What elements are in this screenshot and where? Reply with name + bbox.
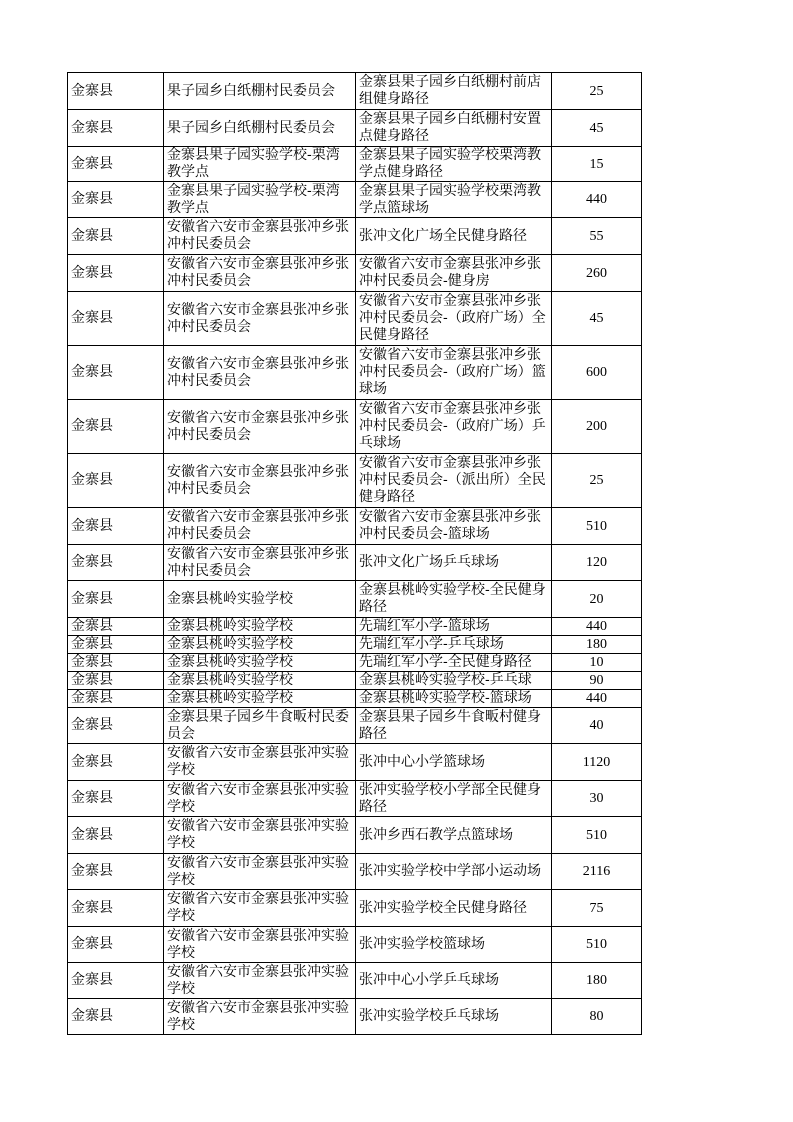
site-cell: 张冲文化广场全民健身路径 [356, 218, 552, 255]
table-row [68, 73, 642, 110]
site-cell: 金寨县果子园乡白纸棚村安置点健身路径 [356, 110, 552, 147]
table-row [68, 454, 642, 508]
county-cell: 金寨县 [68, 890, 164, 927]
area-cell: 25 [552, 73, 642, 110]
unit-cell: 安徽省六安市金寨县张冲实验学校 [164, 999, 356, 1035]
unit-cell: 金寨县桃岭实验学校 [164, 581, 356, 618]
county-cell: 金寨县 [68, 744, 164, 781]
site-cell: 安徽省六安市金寨县张冲乡张冲村民委员会-（政府广场）篮球场 [356, 346, 552, 400]
table-row [68, 618, 642, 636]
table-row [68, 110, 642, 147]
area-cell: 1120 [552, 744, 642, 781]
site-cell: 张冲文化广场乒乓球场 [356, 545, 552, 581]
unit-cell: 安徽省六安市金寨县张冲乡张冲村民委员会 [164, 255, 356, 292]
site-cell: 金寨县桃岭实验学校-篮球场 [356, 690, 552, 708]
area-cell: 510 [552, 817, 642, 854]
area-cell: 25 [552, 454, 642, 508]
county-cell: 金寨县 [68, 110, 164, 147]
table-row [68, 708, 642, 744]
unit-cell: 安徽省六安市金寨县张冲乡张冲村民委员会 [164, 218, 356, 255]
unit-cell: 安徽省六安市金寨县张冲乡张冲村民委员会 [164, 400, 356, 454]
area-cell: 75 [552, 890, 642, 927]
county-cell: 金寨县 [68, 618, 164, 636]
area-cell: 120 [552, 545, 642, 581]
county-cell: 金寨县 [68, 708, 164, 744]
unit-cell: 安徽省六安市金寨县张冲实验学校 [164, 963, 356, 999]
county-cell: 金寨县 [68, 218, 164, 255]
area-cell: 440 [552, 182, 642, 218]
county-cell: 金寨县 [68, 400, 164, 454]
table-row [68, 182, 642, 218]
unit-cell: 金寨县果子园实验学校-栗湾教学点 [164, 147, 356, 182]
unit-cell: 安徽省六安市金寨县张冲乡张冲村民委员会 [164, 454, 356, 508]
county-cell: 金寨县 [68, 147, 164, 182]
table-row [68, 690, 642, 708]
table-row [68, 781, 642, 817]
site-cell: 先瑞红军小学-全民健身路径 [356, 654, 552, 672]
table-row [68, 817, 642, 854]
table-row [68, 346, 642, 400]
unit-cell: 安徽省六安市金寨县张冲实验学校 [164, 854, 356, 890]
county-cell: 金寨县 [68, 292, 164, 346]
county-cell: 金寨县 [68, 781, 164, 817]
unit-cell: 金寨县桃岭实验学校 [164, 654, 356, 672]
area-cell: 45 [552, 110, 642, 147]
area-cell: 260 [552, 255, 642, 292]
facility-table [67, 72, 642, 1035]
site-cell: 张冲中心小学篮球场 [356, 744, 552, 781]
unit-cell: 金寨县桃岭实验学校 [164, 636, 356, 654]
site-cell: 安徽省六安市金寨县张冲乡张冲村民委员会-（政府广场）全民健身路径 [356, 292, 552, 346]
site-cell: 金寨县果子园乡牛食畈村健身路径 [356, 708, 552, 744]
area-cell: 55 [552, 218, 642, 255]
site-cell: 金寨县桃岭实验学校-乒乓球 [356, 672, 552, 690]
site-cell: 安徽省六安市金寨县张冲乡张冲村民委员会-（派出所）全民健身路径 [356, 454, 552, 508]
unit-cell: 果子园乡白纸棚村民委员会 [164, 73, 356, 110]
table-row [68, 999, 642, 1035]
table-row [68, 927, 642, 963]
table-row [68, 292, 642, 346]
unit-cell: 安徽省六安市金寨县张冲实验学校 [164, 890, 356, 927]
county-cell: 金寨县 [68, 73, 164, 110]
table-row [68, 255, 642, 292]
county-cell: 金寨县 [68, 690, 164, 708]
unit-cell: 安徽省六安市金寨县张冲乡张冲村民委员会 [164, 545, 356, 581]
area-cell: 440 [552, 690, 642, 708]
table-row [68, 581, 642, 618]
county-cell: 金寨县 [68, 508, 164, 545]
county-cell: 金寨县 [68, 636, 164, 654]
area-cell: 80 [552, 999, 642, 1035]
county-cell: 金寨县 [68, 999, 164, 1035]
area-cell: 180 [552, 963, 642, 999]
site-cell: 安徽省六安市金寨县张冲乡张冲村民委员会-（政府广场）乒乓球场 [356, 400, 552, 454]
unit-cell: 果子园乡白纸棚村民委员会 [164, 110, 356, 147]
area-cell: 10 [552, 654, 642, 672]
site-cell: 金寨县果子园实验学校栗湾教学点健身路径 [356, 147, 552, 182]
area-cell: 440 [552, 618, 642, 636]
unit-cell: 安徽省六安市金寨县张冲乡张冲村民委员会 [164, 508, 356, 545]
area-cell: 30 [552, 781, 642, 817]
unit-cell: 安徽省六安市金寨县张冲实验学校 [164, 927, 356, 963]
unit-cell: 安徽省六安市金寨县张冲实验学校 [164, 817, 356, 854]
site-cell: 金寨县果子园实验学校栗湾教学点篮球场 [356, 182, 552, 218]
site-cell: 先瑞红军小学-乒乓球场 [356, 636, 552, 654]
area-cell: 90 [552, 672, 642, 690]
county-cell: 金寨县 [68, 927, 164, 963]
county-cell: 金寨县 [68, 182, 164, 218]
site-cell: 张冲实验学校篮球场 [356, 927, 552, 963]
table-row [68, 890, 642, 927]
site-cell: 张冲乡西石教学点篮球场 [356, 817, 552, 854]
site-cell: 张冲实验学校中学部小运动场 [356, 854, 552, 890]
table-row [68, 218, 642, 255]
unit-cell: 安徽省六安市金寨县张冲乡张冲村民委员会 [164, 346, 356, 400]
site-cell: 金寨县果子园乡白纸棚村前店组健身路径 [356, 73, 552, 110]
table-row [68, 854, 642, 890]
county-cell: 金寨县 [68, 654, 164, 672]
table-row [68, 545, 642, 581]
unit-cell: 金寨县桃岭实验学校 [164, 690, 356, 708]
county-cell: 金寨县 [68, 545, 164, 581]
table-row [68, 963, 642, 999]
table-row [68, 654, 642, 672]
county-cell: 金寨县 [68, 581, 164, 618]
site-cell: 张冲实验学校乒乓球场 [356, 999, 552, 1035]
county-cell: 金寨县 [68, 255, 164, 292]
site-cell: 张冲实验学校小学部全民健身路径 [356, 781, 552, 817]
site-cell: 张冲实验学校全民健身路径 [356, 890, 552, 927]
county-cell: 金寨县 [68, 854, 164, 890]
area-cell: 45 [552, 292, 642, 346]
area-cell: 510 [552, 508, 642, 545]
area-cell: 2116 [552, 854, 642, 890]
unit-cell: 金寨县果子园实验学校-栗湾教学点 [164, 182, 356, 218]
unit-cell: 安徽省六安市金寨县张冲实验学校 [164, 781, 356, 817]
table-row [68, 744, 642, 781]
site-cell: 安徽省六安市金寨县张冲乡张冲村民委员会-健身房 [356, 255, 552, 292]
county-cell: 金寨县 [68, 963, 164, 999]
unit-cell: 金寨县果子园乡牛食畈村民委员会 [164, 708, 356, 744]
area-cell: 600 [552, 346, 642, 400]
table-row [68, 400, 642, 454]
area-cell: 15 [552, 147, 642, 182]
area-cell: 510 [552, 927, 642, 963]
county-cell: 金寨县 [68, 346, 164, 400]
unit-cell: 安徽省六安市金寨县张冲实验学校 [164, 744, 356, 781]
area-cell: 20 [552, 581, 642, 618]
area-cell: 180 [552, 636, 642, 654]
site-cell: 先瑞红军小学-篮球场 [356, 618, 552, 636]
area-cell: 40 [552, 708, 642, 744]
site-cell: 金寨县桃岭实验学校-全民健身路径 [356, 581, 552, 618]
unit-cell: 金寨县桃岭实验学校 [164, 618, 356, 636]
table-row [68, 147, 642, 182]
table-row [68, 636, 642, 654]
table-row [68, 508, 642, 545]
site-cell: 张冲中心小学乒乓球场 [356, 963, 552, 999]
county-cell: 金寨县 [68, 672, 164, 690]
table-row [68, 672, 642, 690]
unit-cell: 金寨县桃岭实验学校 [164, 672, 356, 690]
site-cell: 安徽省六安市金寨县张冲乡张冲村民委员会-篮球场 [356, 508, 552, 545]
county-cell: 金寨县 [68, 817, 164, 854]
county-cell: 金寨县 [68, 454, 164, 508]
unit-cell: 安徽省六安市金寨县张冲乡张冲村民委员会 [164, 292, 356, 346]
area-cell: 200 [552, 400, 642, 454]
